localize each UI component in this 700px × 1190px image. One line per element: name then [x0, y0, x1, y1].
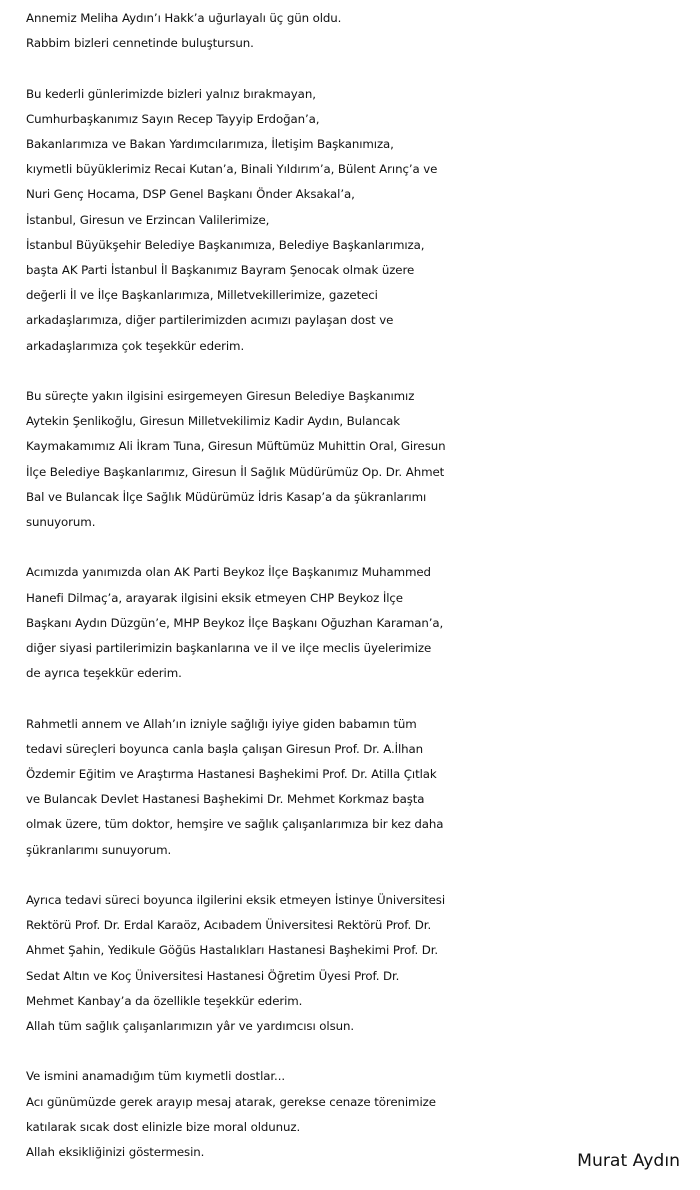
- text-line: İlçe Belediye Başkanlarımız, Giresun İl Sağlık Müdürümüz Op. Dr. Ahmet: [26, 464, 445, 479]
- paragraph-3: [26, 384, 692, 535]
- text-line: Nuri Genç Hocama, DSP Genel Başkanı Önder Aksakal’a,: [26, 187, 355, 202]
- letter-body: [26, 6, 692, 1190]
- text-line: Allah tüm sağlık çalışanlarımızın yâr ve yardımcısı olsun.: [26, 1019, 355, 1034]
- paragraph-2: [26, 82, 692, 359]
- text-line: Ahmet Şahin, Yedikule Göğüs Hastalıkları Hastanesi Başhekimi Prof. Dr.: [26, 943, 439, 958]
- text-line: İstanbul Büyükşehir Belediye Başkanımıza, Belediye Başkanlarımıza,: [26, 237, 425, 252]
- text-line: Annemiz Meliha Aydın’ı Hakk’a uğurlayalı üç gün oldu.: [26, 11, 342, 25]
- text-line: kıymetli büyüklerimiz Recai Kutan’a, Binali Yıldırım’a, Bülent Arınç’a ve: [26, 162, 438, 177]
- text-line: Aytekin Şenlikoğlu, Giresun Milletvekilimiz Kadir Aydın, Bulancak: [26, 414, 400, 429]
- paragraph-5: [26, 712, 692, 863]
- text-line: Bal ve Bulancak İlçe Sağlık Müdürümüz İdris Kasap’a da şükranlarımı: [26, 489, 427, 504]
- text-line: Bu kederli günlerimizde bizleri yalnız bırakmayan,: [26, 86, 316, 101]
- text-line: Rektörü Prof. Dr. Erdal Karaöz, Acıbadem Üniversitesi Rektörü Prof. Dr.: [26, 918, 432, 933]
- text-line: Özdemir Eğitim ve Araştırma Hastanesi Başhekimi Prof. Dr. Atilla Çıtlak: [26, 767, 437, 782]
- text-line: diğer siyasi partilerimizin başkanlarına ve il ve ilçe meclis üyelerimize: [26, 641, 432, 656]
- text-line: Rabbim bizleri cennetinde buluştursun.: [26, 36, 254, 51]
- text-line: Ve ismini anamadığım tüm kıymetli dostlar...: [26, 1069, 286, 1084]
- text-line: İstanbul, Giresun ve Erzincan Valilerimize,: [26, 212, 270, 227]
- text-line: arkadaşlarımıza, diğer partilerimizden acımızı paylaşan dost ve: [26, 313, 394, 328]
- text-line: Acımızda yanımızda olan AK Parti Beykoz İlçe Başkanımız Muhammed: [26, 565, 431, 580]
- text-line: değerli İl ve İlçe Başkanlarımıza, Milletvekillerimize, gazeteci: [26, 288, 378, 303]
- text-line: Acı günümüzde gerek arayıp mesaj atarak, gerekse cenaze törenimize: [26, 1094, 436, 1109]
- signature: Murat Aydın: [577, 1151, 680, 1171]
- text-line: ve Bulancak Devlet Hastanesi Başhekimi Dr. Mehmet Korkmaz başta: [26, 792, 425, 807]
- text-line: Rahmetli annem ve Allah’ın izniyle sağlığı iyiye giden babamın tüm: [26, 716, 417, 731]
- text-line: tedavi süreçleri boyunca canla başla çalışan Giresun Prof. Dr. A.İlhan: [26, 741, 424, 756]
- text-line: sunuyorum.: [26, 515, 96, 530]
- paragraph-4: [26, 560, 692, 686]
- text-line: Bakanlarımıza ve Bakan Yardımcılarımıza, İletişim Başkanımıza,: [26, 137, 394, 151]
- text-line: katılarak sıcak dost elinizle bize moral oldunuz.: [26, 1119, 301, 1134]
- paragraph-1: [26, 6, 692, 56]
- text-line: başta AK Parti İstanbul İl Başkanımız Bayram Şenocak olmak üzere: [26, 263, 415, 278]
- text-line: olmak üzere, tüm doktor, hemşire ve sağlık çalışanlarımıza bir kez daha: [26, 817, 444, 832]
- text-line: Hanefi Dilmaç’a, arayarak ilgisini eksik etmeyen CHP Beykoz İlçe: [26, 590, 403, 605]
- text-line: Kaymakamımız Ali İkram Tuna, Giresun Müftümüz Muhittin Oral, Giresun: [26, 439, 446, 454]
- text-line: de ayrıca teşekkür ederim.: [26, 666, 182, 681]
- text-line: Bu süreçte yakın ilgisini esirgemeyen Giresun Belediye Başkanımız: [26, 389, 415, 404]
- text-line: arkadaşlarımıza çok teşekkür ederim.: [26, 338, 245, 353]
- text-line: Mehmet Kanbay’a da özellikle teşekkür ederim.: [26, 993, 303, 1008]
- text-line: şükranlarımı sunuyorum.: [26, 842, 172, 857]
- paragraph-6: [26, 888, 692, 1039]
- text-line: Başkanı Aydın Düzgün’e, MHP Beykoz İlçe Başkanı Oğuzhan Karaman’a,: [26, 615, 444, 630]
- text-line: Allah eksikliğinizi göstermesin.: [26, 1145, 205, 1160]
- text-line: Cumhurbaşkanımız Sayın Recep Tayyip Erdoğan’a,: [26, 111, 320, 126]
- text-line: Ayrıca tedavi süreci boyunca ilgilerini eksik etmeyen İstinye Üniversitesi: [26, 893, 446, 908]
- text-line: Sedat Altın ve Koç Üniversitesi Hastanesi Öğretim Üyesi Prof. Dr.: [26, 968, 400, 983]
